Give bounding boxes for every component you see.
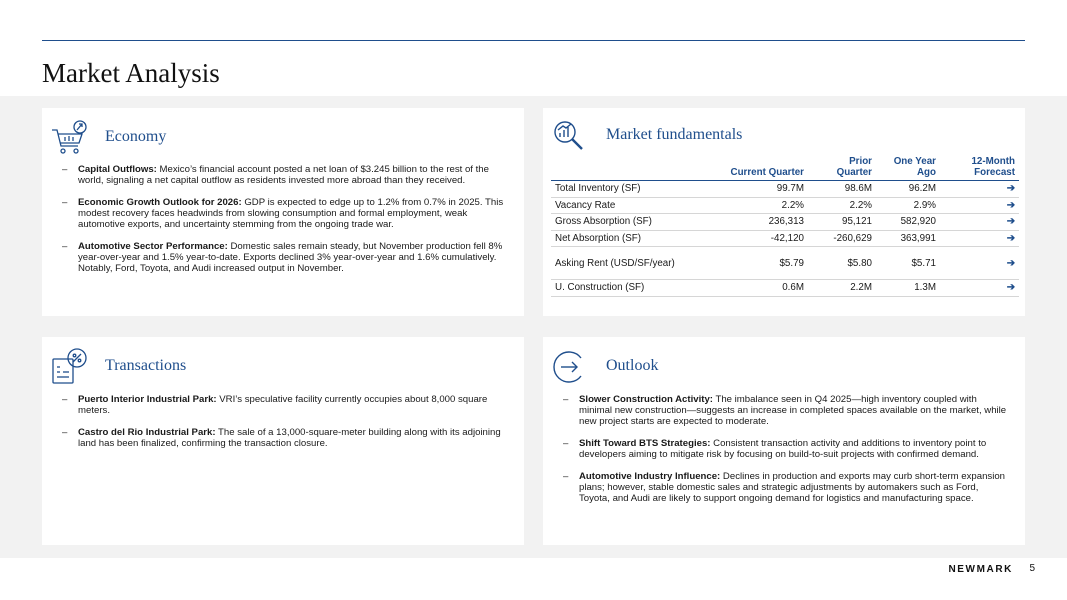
economy-bullets <box>62 164 512 285</box>
top-rule <box>42 40 1025 41</box>
table-row <box>551 181 1019 198</box>
list-item: – Capital Outflows: Mexico’s financial account posted a net loan of $3.245 billion to the rest of the world, signaling a net capital outflow as residents invested more abroad than they received. <box>62 164 489 186</box>
list-item: – Economic Growth Outlook for 2026: GDP is expected to edge up to 1.2% from 0.7% in 2025. This modest recovery faces headwinds from slowing consumption and formal employment, weak automotive exports, and uncertainty stemming from the ongoing trade war. <box>62 197 504 230</box>
transactions-bullets <box>62 394 512 460</box>
arrow-circle-icon <box>551 349 587 390</box>
page-title: Market Analysis <box>42 58 220 88</box>
cell-year-ago: 582,920 <box>876 214 940 231</box>
list-item: – Slower Construction Activity: The imbalance seen in Q4 2025—high inventory coupled with minimal new construction—suggests an increase in completed spaces available on the market, while new project starts are expected to moderate. <box>563 394 1007 427</box>
row-label: Total Inventory (SF) <box>551 181 701 198</box>
cell-year-ago: 1.3M <box>876 280 940 297</box>
shopping-cart-growth-icon <box>50 120 90 161</box>
column-header-one-year-ago: One Year Ago <box>893 156 936 178</box>
cell-prior: $5.80 <box>808 247 876 280</box>
list-item: – Puerto Interior Industrial Park: VRI’s speculative facility currently occupies about 8,000 square meters. <box>62 394 488 416</box>
fundamentals-title: Market fundamentals <box>606 126 743 143</box>
economy-card <box>42 108 524 316</box>
table-header-row <box>551 156 1019 181</box>
forecast-arrow-icon: ➔ <box>940 181 1019 198</box>
row-label: Gross Absorption (SF) <box>551 214 701 231</box>
cell-prior: 2.2M <box>808 280 876 297</box>
list-item: – Automotive Industry Influence: Declines in production and exports may curb short-term expansion plans; however, stable domestic sales and strategic adjustments by automakers such as Ford, Toyota, and Audi are likely to support ongoing demand for logistics and manufacturing space. <box>563 471 1006 504</box>
transactions-title: Transactions <box>105 357 187 374</box>
table-row <box>551 247 1019 280</box>
forecast-arrow-icon: ➔ <box>940 197 1019 214</box>
row-label: Net Absorption (SF) <box>551 230 701 247</box>
outlook-bullets <box>563 394 1009 515</box>
economy-title: Economy <box>105 128 167 145</box>
magnifier-chart-icon <box>551 118 585 157</box>
page-number: 5 <box>1029 563 1035 574</box>
cell-current: $5.79 <box>701 247 808 280</box>
cell-prior: -260,629 <box>808 230 876 247</box>
cell-current: 2.2% <box>701 197 808 214</box>
column-header <box>551 156 701 181</box>
cell-current: 236,313 <box>701 214 808 231</box>
cell-prior: 98.6M <box>808 181 876 198</box>
cell-year-ago: $5.71 <box>876 247 940 280</box>
outlook-card <box>543 337 1025 545</box>
transactions-card <box>42 337 524 545</box>
brand-logo: NEWMARK <box>948 564 1013 575</box>
cell-prior: 95,121 <box>808 214 876 231</box>
row-label: U. Construction (SF) <box>551 280 701 297</box>
outlook-title: Outlook <box>606 357 659 374</box>
column-header-forecast: 12-Month Forecast <box>971 156 1015 178</box>
forecast-arrow-icon: ➔ <box>940 230 1019 247</box>
row-label: Vacancy Rate <box>551 197 701 214</box>
forecast-arrow-icon: ➔ <box>940 214 1019 231</box>
cell-current: -42,120 <box>701 230 808 247</box>
list-item: – Castro del Rio Industrial Park: The sale of a 13,000-square-meter building along with its adjoining land has been finalized, confirming the transaction closure. <box>62 427 501 449</box>
fundamentals-card <box>543 108 1025 316</box>
table-row <box>551 197 1019 214</box>
cell-year-ago: 2.9% <box>876 197 940 214</box>
table-row <box>551 280 1019 297</box>
column-header-prior-quarter: Prior Quarter <box>836 156 872 178</box>
fundamentals-table <box>551 156 1019 297</box>
table-row <box>551 214 1019 231</box>
cell-prior: 2.2% <box>808 197 876 214</box>
cell-current: 99.7M <box>701 181 808 198</box>
cell-year-ago: 363,991 <box>876 230 940 247</box>
row-label: Asking Rent (USD/SF/year) <box>551 247 701 280</box>
list-item: – Shift Toward BTS Strategies: Consistent transaction activity and additions to inventory point to developers aiming to mitigate risk by focusing on build-to-suit projects with confirmed demand. <box>563 438 987 460</box>
cell-current: 0.6M <box>701 280 808 297</box>
forecast-arrow-icon: ➔ <box>940 247 1019 280</box>
column-header-current-quarter: Current Quarter <box>730 167 804 178</box>
forecast-arrow-icon: ➔ <box>940 280 1019 297</box>
table-row <box>551 230 1019 247</box>
cell-year-ago: 96.2M <box>876 181 940 198</box>
percent-document-icon <box>50 347 88 390</box>
list-item: – Automotive Sector Performance: Domestic sales remain steady, but November production fell 8% year-over-year and 1.5% year-to-date. Exports declined 3% year-over-year and 1.6% cumulatively. Notably, Ford, Toyota, and Audi increased output in November. <box>62 241 503 274</box>
